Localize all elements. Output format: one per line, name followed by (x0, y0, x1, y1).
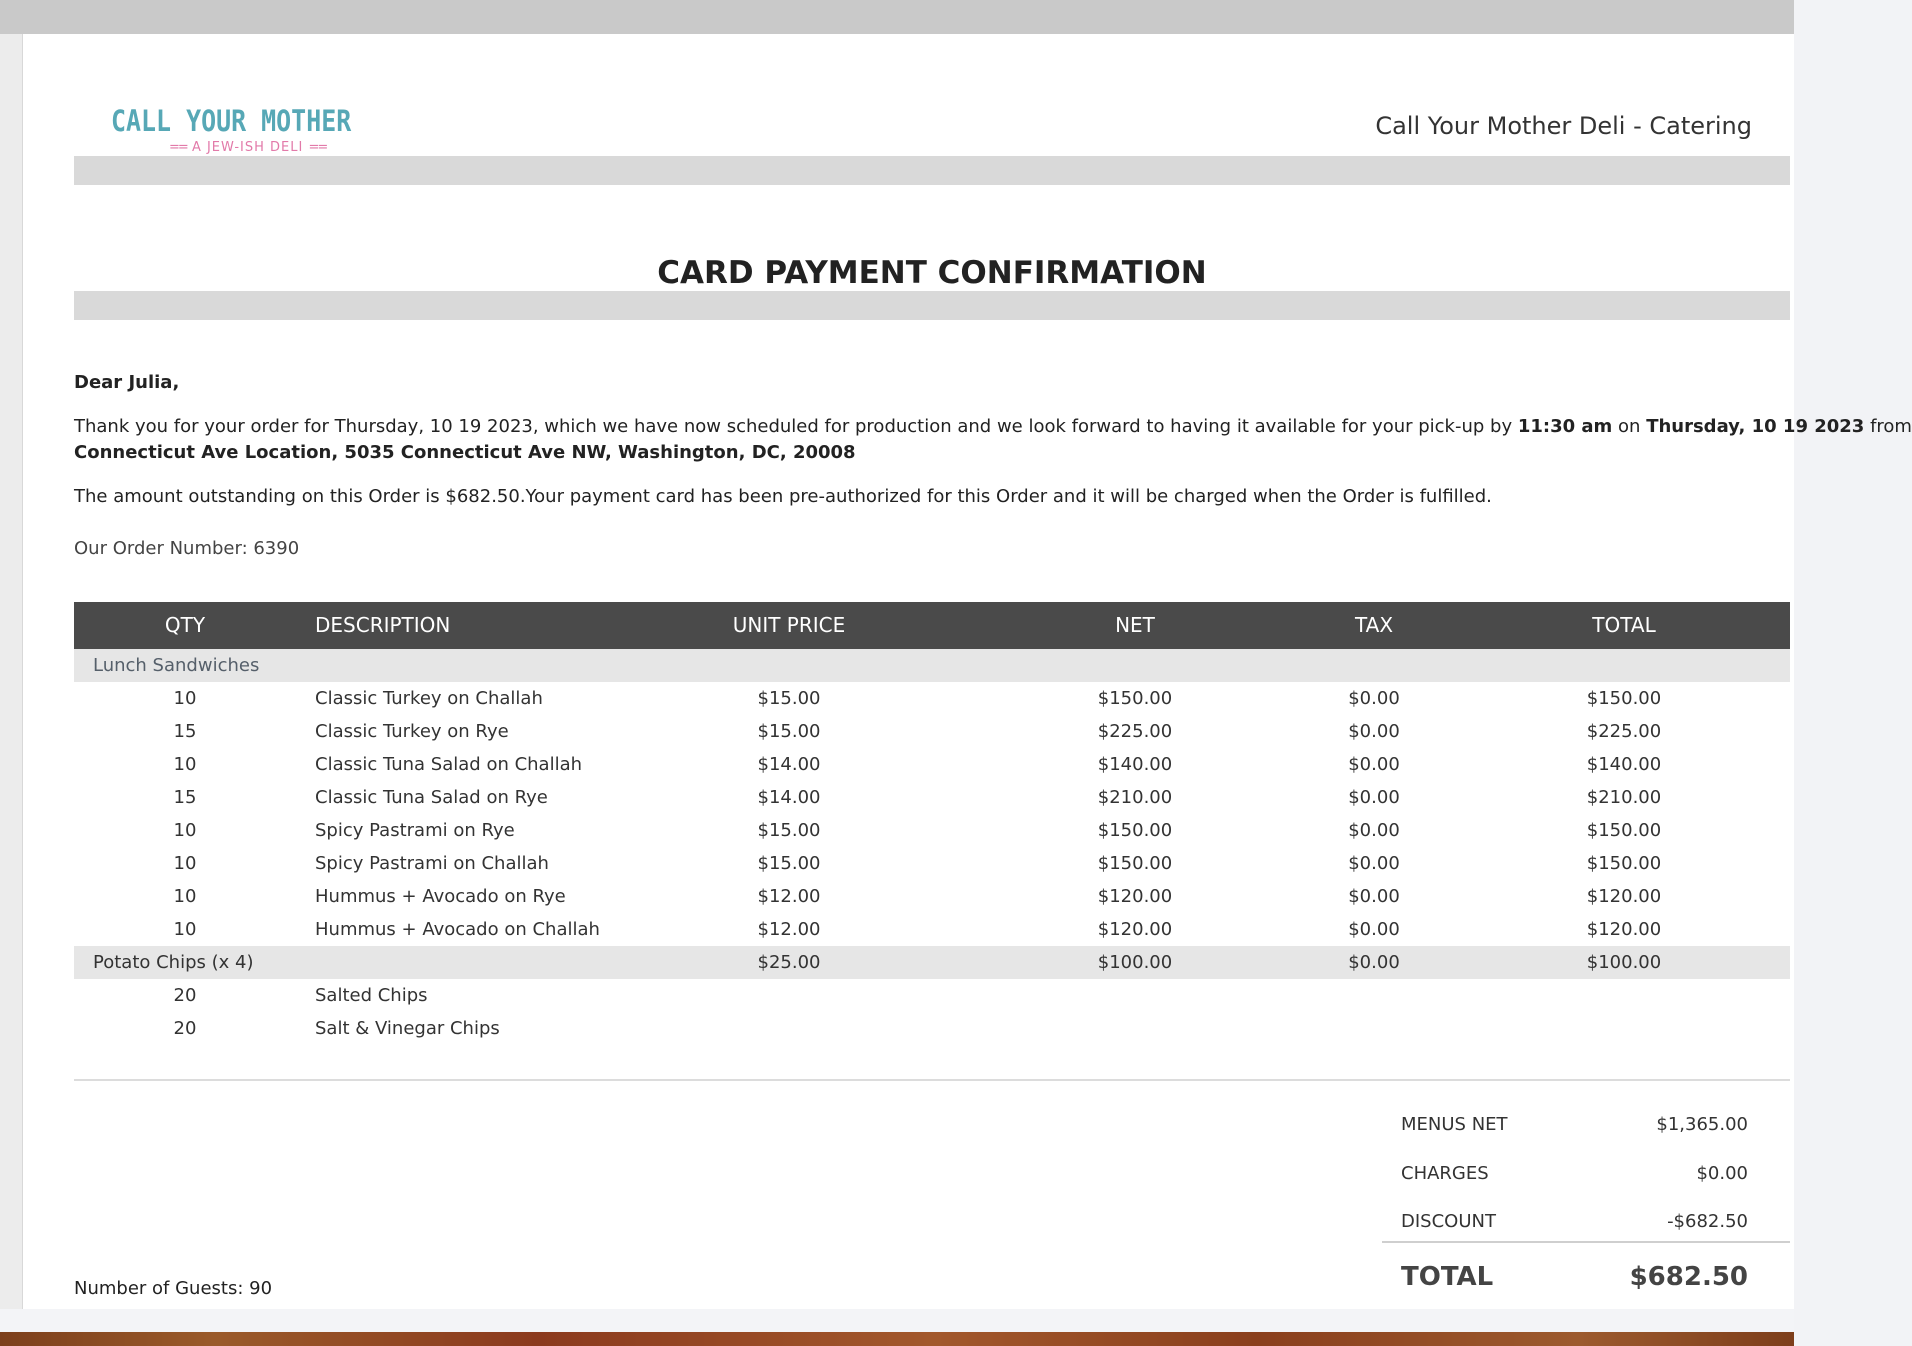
group-tax: $0.00 (1348, 952, 1400, 973)
item-total: $120.00 (1586, 919, 1662, 940)
item-net: $150.00 (1097, 820, 1173, 841)
item-tax: $0.00 (1348, 919, 1400, 940)
grand-total-value: $682.50 (1629, 1262, 1748, 1292)
brand-logo: CALL YOUR MOTHER (111, 104, 352, 138)
discount-value: -$682.50 (1667, 1211, 1748, 1232)
item-qty: 15 (173, 787, 197, 808)
table-row (74, 781, 1790, 814)
confirmation-page (23, 34, 1912, 1309)
table-row (74, 847, 1790, 880)
table-row (74, 715, 1790, 748)
item-description: Hummus + Avocado on Challah (315, 919, 600, 940)
table-row (74, 1012, 1790, 1045)
discount-label: DISCOUNT (1401, 1211, 1496, 1232)
item-unit-price: $15.00 (757, 688, 821, 709)
item-description: Hummus + Avocado on Rye (315, 886, 566, 907)
item-qty: 20 (173, 1018, 197, 1039)
group-label: Potato Chips (x 4) (93, 952, 254, 973)
item-tax: $0.00 (1348, 820, 1400, 841)
col-tax: TAX (1354, 613, 1394, 637)
item-qty: 10 (173, 820, 197, 841)
item-unit-price: $14.00 (757, 787, 821, 808)
item-total: $210.00 (1586, 787, 1662, 808)
item-unit-price: $14.00 (757, 754, 821, 775)
item-unit-price: $15.00 (757, 853, 821, 874)
company-name: Call Your Mother Deli - Catering (1375, 112, 1752, 140)
item-tax: $0.00 (1348, 886, 1400, 907)
brand-logo-tagline: == A JEW-ISH DELI == (169, 140, 327, 155)
table-row (74, 880, 1790, 913)
left-scroll-edge (0, 34, 23, 1309)
item-net: $120.00 (1097, 886, 1173, 907)
item-tax: $0.00 (1348, 853, 1400, 874)
table-divider (74, 1079, 1790, 1081)
group-label: Lunch Sandwiches (93, 655, 260, 676)
greeting: Dear Julia, (74, 372, 180, 393)
payment-note: The amount outstanding on this Order is $682.50.Your payment card has been pre-authorized for this Order and it will be charged when the Order is fulfilled. (74, 486, 1492, 507)
item-unit-price: $12.00 (757, 886, 821, 907)
item-qty: 10 (173, 886, 197, 907)
item-net: $225.00 (1097, 721, 1173, 742)
item-total: $140.00 (1586, 754, 1662, 775)
col-net: NET (1115, 613, 1155, 637)
item-total: $225.00 (1586, 721, 1662, 742)
group-net: $100.00 (1097, 952, 1173, 973)
group-row-lunch-sandwiches (74, 649, 1790, 682)
item-total: $120.00 (1586, 886, 1662, 907)
item-tax: $0.00 (1348, 787, 1400, 808)
item-description: Salted Chips (315, 985, 428, 1006)
intro-paragraph-line1: Thank you for your order for Thursday, 10 19 2023, which we have now scheduled for production and we look forward to having it available for your pick-up by 11:30 am on Thursday, 10 19 2023 from (74, 416, 1912, 437)
item-net: $120.00 (1097, 919, 1173, 940)
browser-top-bar (0, 0, 1794, 34)
table-row (74, 814, 1790, 847)
order-number: Our Order Number: 6390 (74, 538, 300, 559)
item-qty: 10 (173, 754, 197, 775)
item-qty: 10 (173, 853, 197, 874)
table-row (74, 979, 1790, 1012)
charges-value: $0.00 (1696, 1163, 1748, 1184)
group-unit-price: $25.00 (757, 952, 821, 973)
title-band-bottom (74, 291, 1790, 320)
item-net: $140.00 (1097, 754, 1173, 775)
item-unit-price: $12.00 (757, 919, 821, 940)
item-tax: $0.00 (1348, 721, 1400, 742)
group-total: $100.00 (1586, 952, 1662, 973)
item-total: $150.00 (1586, 853, 1662, 874)
table-row (74, 913, 1790, 946)
item-qty: 20 (173, 985, 197, 1006)
item-description: Classic Turkey on Challah (315, 688, 543, 709)
item-description: Salt & Vinegar Chips (315, 1018, 500, 1039)
table-row (74, 748, 1790, 781)
order-table-header (74, 602, 1790, 649)
charges-label: CHARGES (1401, 1163, 1489, 1184)
col-qty: QTY (164, 613, 206, 637)
item-total: $150.00 (1586, 688, 1662, 709)
item-tax: $0.00 (1348, 754, 1400, 775)
summary-divider (1382, 1241, 1790, 1243)
item-total: $150.00 (1586, 820, 1662, 841)
col-unit-price: UNIT PRICE (732, 613, 846, 637)
item-description: Spicy Pastrami on Challah (315, 853, 549, 874)
item-net: $150.00 (1097, 688, 1173, 709)
title-band-top (74, 156, 1790, 185)
item-description: Classic Turkey on Rye (315, 721, 509, 742)
item-qty: 10 (173, 919, 197, 940)
menus-net-value: $1,365.00 (1656, 1114, 1748, 1135)
item-unit-price: $15.00 (757, 820, 821, 841)
item-net: $210.00 (1097, 787, 1173, 808)
item-unit-price: $15.00 (757, 721, 821, 742)
col-total: TOTAL (1592, 613, 1656, 637)
number-of-guests: Number of Guests: 90 (74, 1278, 273, 1299)
item-description: Spicy Pastrami on Rye (315, 820, 515, 841)
item-net: $150.00 (1097, 853, 1173, 874)
table-row (74, 682, 1790, 715)
desktop-wallpaper-strip (0, 1332, 1794, 1346)
item-description: Classic Tuna Salad on Rye (315, 787, 548, 808)
grand-total-label: TOTAL (1401, 1262, 1494, 1292)
item-qty: 10 (173, 688, 197, 709)
page-bottom-strip (0, 1309, 1794, 1332)
item-description: Classic Tuna Salad on Challah (315, 754, 583, 775)
group-row-potato-chips (74, 946, 1790, 979)
col-description: DESCRIPTION (315, 613, 451, 637)
page-title: CARD PAYMENT CONFIRMATION (657, 255, 1207, 291)
pickup-location: Connecticut Ave Location, 5035 Connecticut Ave NW, Washington, DC, 20008 (74, 442, 856, 463)
item-qty: 15 (173, 721, 197, 742)
item-tax: $0.00 (1348, 688, 1400, 709)
menus-net-label: MENUS NET (1401, 1114, 1508, 1135)
